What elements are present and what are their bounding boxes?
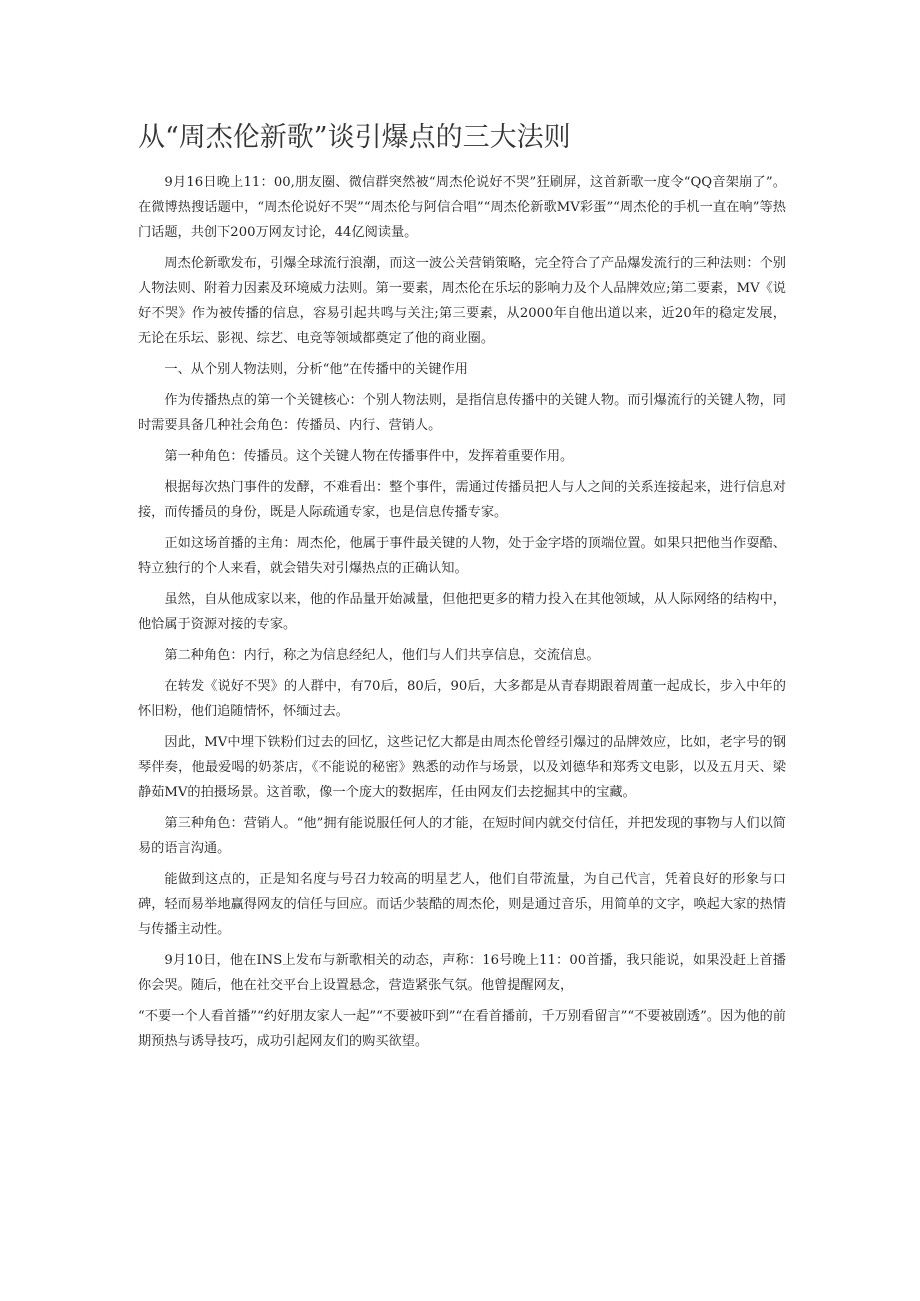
paragraph-5: 第一种角色：传播员。这个关键人物在传播事件中，发挥着重要作用。 bbox=[164, 449, 574, 464]
paragraph-10: 在转发《说好不哭》的人群中，有70后，80后，90后，大多都是从青春期跟着周董一起成长，步入中年的怀旧粉，他们追随情怀，怀缅过去。 bbox=[138, 679, 786, 719]
paragraph-13: 能做到这点的，正是知名度与号召力较高的明星艺人，他们自带流量，为自己代言，凭着良好的形象与口碑，轻而易举地赢得网友的信任与回应。而话少装酷的周杰伦，则是通过音乐，用简单的文字，唤起大家的热情与传播主动性。 bbox=[138, 872, 786, 937]
paragraph-6: 根据每次热门事件的发酵，不难看出：整个事件，需通过传播员把人与人之间的关系连接起来，进行信息对接，而传播员的身份，既是人际疏通专家，也是信息传播专家。 bbox=[138, 480, 786, 520]
paragraph-15: “不要一个人看首播”“约好朋友家人一起”“不要被吓到”“在看首播前，千万别看留言”“不要被剧透”。因为他的前期预热与诱导技巧，成功引起网友们的购买欲望。 bbox=[138, 1009, 786, 1049]
section-heading-1: 一、从个别人物法则，分析“他”在传播中的关键作用 bbox=[164, 362, 468, 377]
paragraph-8: 虽然，自从他成家以来，他的作品量开始减量，但他把更多的精力投入在其他领域，从人际网络的结构中，他恰属于资源对接的专家。 bbox=[138, 592, 786, 632]
article-title: 从“周杰伦新歌”谈引爆点的三大法则 bbox=[138, 122, 571, 153]
paragraph-14: 9月10日，他在INS上发布与新歌相关的动态，声称：16号晚上11：00首播，我只能说，如果没赶上首播你会哭。随后，他在社交平台上设置悬念，营造紧张气氛。他曾提醒网友， bbox=[138, 953, 786, 993]
paragraph-4: 作为传播热点的第一个关键核心：个别人物法则，是指信息传播中的关键人物。而引爆流行的关键人物，同时需要具备几种社会角色：传播员、内行、营销人。 bbox=[138, 393, 786, 433]
paragraph-9: 第二种角色：内行，称之为信息经纪人，他们与人们共享信息，交流信息。 bbox=[164, 648, 600, 663]
article-body bbox=[138, 170, 786, 1060]
paragraph-12: 第三种角色：营销人。“他”拥有能说服任何人的才能，在短时间内就交付信任，并把发现的事物与人们以简易的语言沟通。 bbox=[138, 816, 786, 856]
paragraph-2: 周杰伦新歌发布，引爆全球流行浪潮，而这一波公关营销策略，完全符合了产品爆发流行的三种法则：个别人物法则、附着力因素及环境威力法则。第一要素，周杰伦在乐坛的影响力及个人品牌效应;第二要素，MV《说好不哭》作为被传播的信息，容易引起共鸣与关注;第三要素，从2000年自他出道以来，近20年的稳定发展，无论在乐坛、影视、综艺、电竞等领域都奠定了他的商业圈。 bbox=[138, 256, 786, 346]
paragraph-7: 正如这场首播的主角：周杰伦，他属于事件最关键的人物，处于金字塔的顶端位置。如果只把他当作耍酷、特立独行的个人来看，就会错失对引爆热点的正确认知。 bbox=[138, 536, 786, 576]
paragraph-1: 9月16日晚上11：00,朋友圈、微信群突然被“周杰伦说好不哭”狂刷屏，这首新歌一度令“QQ音架崩了”。在微博热搜话题中，“周杰伦说好不哭”“周杰伦与阿信合唱”“周杰伦新歌MV彩蛋”“周杰伦的手机一直在响”等热门话题，共创下200万网友讨论，44亿阅读量。 bbox=[138, 175, 786, 240]
paragraph-11: 因此，MV中埋下铁粉们过去的回忆，这些记忆大都是由周杰伦曾经引爆过的品牌效应，比如，老字号的钢琴伴奏，他最爱喝的奶茶店，《不能说的秘密》熟悉的动作与场景，以及刘德华和郑秀文电影，以及五月天、梁静茹MV的拍摄场景。这首歌，像一个庞大的数据库，任由网友们去挖掘其中的宝藏。 bbox=[138, 735, 786, 800]
